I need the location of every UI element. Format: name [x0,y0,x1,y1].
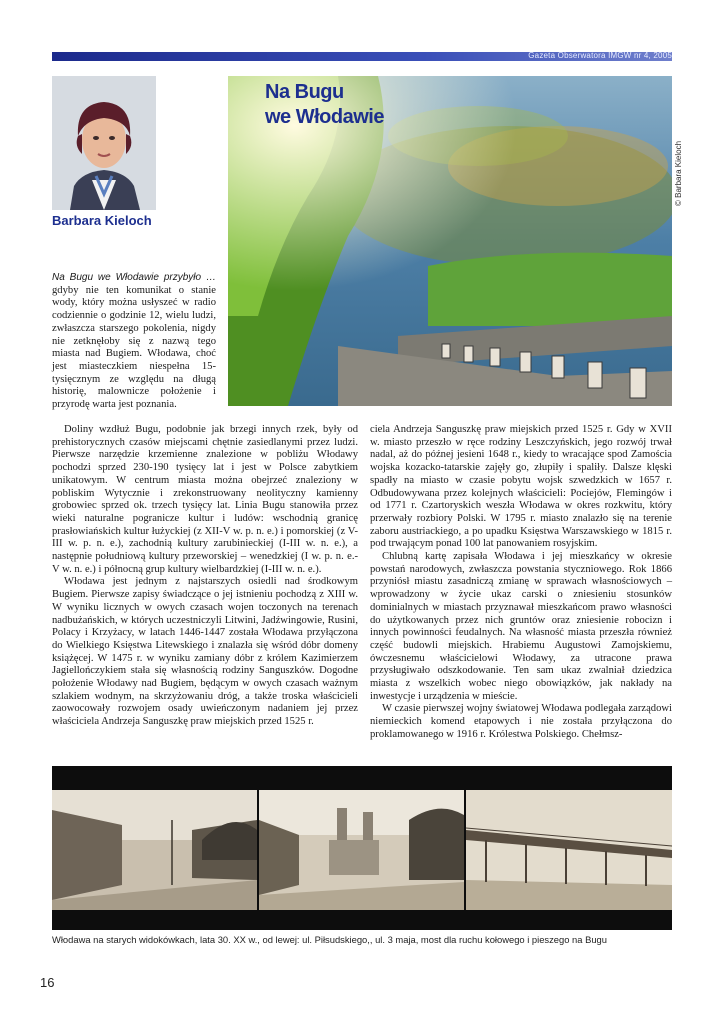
intro-text: gdyby nie ten komunikat o stanie wody, który można usłyszeć w radio codziennie o godzinie 12, wielu ludzi, zwłaszcza starszego pokolenia, nigdy nie zetknęłoby się z nazwą tego miasta nad Bugiem. Włodawa, choć jest miasteczkiem niespełna 15-tysięcznym ze względu na długą historię, malownicze położenie i przyrodę warta jest poznania. [52,284,216,411]
running-title: Gazeta Obserwatora IMGW nr 4, 2005 [528,51,672,60]
lead-text: Na Bugu we Włodawie przybyło … [52,272,216,283]
intro-column [52,272,216,412]
photo-credit: © Barbara Kieloch [674,140,683,206]
postcard-3-maja-street [259,790,464,910]
photo-caption: Włodawa na starych widokówkach, lata 30. XX w., od lewej: ul. Piłsudskiego,, ul. 3 maja, most dla ruchu kołowego i pieszego na Bugu [52,934,607,945]
postcard-bug-bridge [466,790,672,910]
title-line-1: Na Bugu [265,81,344,103]
title-line-2: we Włodawie [265,106,384,128]
page-number: 16 [40,975,55,990]
paragraph: Chlubną kartę zapisała Włodawa i jej mieszkańcy w okresie powstań narodowych, zwłaszcza powstania styczniowego. Rok 1866 przyniósł miastu zasadniczą zmianę w sprawach własnościowych – wprowadzony w życie ukaz carski o zniesieniu stosunków dominialnych w miastach przyznawał mieszkańcom prawo własności do użytkowanych przez nich gruntów oraz zniesienie robocizn i innych powinności feudalnych. Na własność miasta przeszła również część budowli miejskich. Hrabiemu Augustowi Zamojskiemu, ówczesnemu właścicielowi Włodawy, za utracone prawa przysługiwało odszkodowanie. Ten sam ukaz zwalniał dziedzica miasta z wszelkich wobec niego obowiązków, jak nakłady na inwestycje i urządzenia w mieście. [370,551,672,702]
historic-photos [52,766,672,930]
postcard-pilsudskiego-street [52,790,257,910]
author-photo [52,76,156,210]
paragraph: Włodawa jest jednym z najstarszych osiedli nad środkowym Bugiem. Pierwsze zapisy świadczące o jej istnieniu pochodzą z XIII w. W wyniku licznych w owych czasach wojen toczonych na terenach nadbużańskich, w których uczestniczyli Litwini, Jadźwingowie, Rusini, Polacy i Krzyżacy, w latach 1446-1447 została Włodawa przyłączona do Wielkiego Księstwa Litewskiego i znalazła się wśród dóbr domeny książęcej. W 1475 r. w wyniku zamiany dóbr z królem Kazimierzem Jagiellończykiem stała się własnością rodziny Sanguszków. Dogodne położenie Włodawy nad Bugiem, będącym w owych czasach ważnym szlakiem wodnym, na skrzyżowaniu dróg, a także troska właścicieli zaowocowały rozwojem osady uwieńczonym nadaniem jej przez właściciela Andrzeja Sanguszkę praw miejskich przed 1525 r. [52,576,358,728]
article-title [265,80,384,130]
author-name: Barbara Kieloch [52,213,152,228]
right-column [370,424,672,742]
paragraph: Doliny wzdłuż Bugu, podobnie jak brzegi innych rzek, były od prehistorycznych czasów miejscami chętnie zasiedlanymi przez ludzi. Pierwsze narzędzie krzemienne znalezione w pobliżu Włodawy pochodzi sprzed 230-190 tysięcy lat i jest w Polsce zabytkiem unikatowym. W centrum miasta można obejrzeć znaleziony w pobliskim Wytycznie i zrekonstruowany neolityczny kamienny grobowiec sprzed ok. trzech tysięcy lat. Linia Bugu stanowiła przez wieki naturalne pogranicze kultur i ludów: wschodnią granicę prasłowiańskich kultur łużyckiej (z XII-V w. p. n. e.) i pomorskiej (z V-III w. p. n. e.), zachodnią kultury zarubinieckiej (I-III w. n. e.), a następnie południową kultury przeworskiej – wenedzkiej (I w. p. n. e.-V w. n. e.) i północną grup kultury wielbardzkiej (I-III w. n. e.). [52,424,358,575]
paragraph: ciela Andrzeja Sanguszkę praw miejskich przed 1525 r. Gdy w XVII w. miasto przeszło w ręce rodziny Leszczyńskich, jego rozwój trwał nadal, aż do późnej jesieni 1648 r., kiedy to wracające spod Zamościa wojska kozacko-tatarskie zajęły go, złupiły i spaliły. Dalsze klęski spadły na miasto w czasie pobytu wojsk szwedzkich w 1657 r. Odbudowywana przez kolejnych właścicieli: Pociejów, Flemingów i od 1771 r. Czartoryskich weszła Włodawa w okres rozkwitu, który przerwały rozbiory Polski. W 1795 r. miasto znalazło się na terenie zaboru austriackiego, a po upadku Księstwa Warszawskiego w 1815 r. pod trwającym ponad 100 lat panowaniem rosyjskim. [370,424,672,550]
left-column [52,424,358,729]
paragraph: W czasie pierwszej wojny światowej Włodawa podlegała zarządowi niemieckich komend etapowych i nie została przyłączona do proklamowanego w 1916 r. Królestwa Polskiego. Chełmsz- [370,703,672,740]
intro-paragraph [52,272,216,412]
